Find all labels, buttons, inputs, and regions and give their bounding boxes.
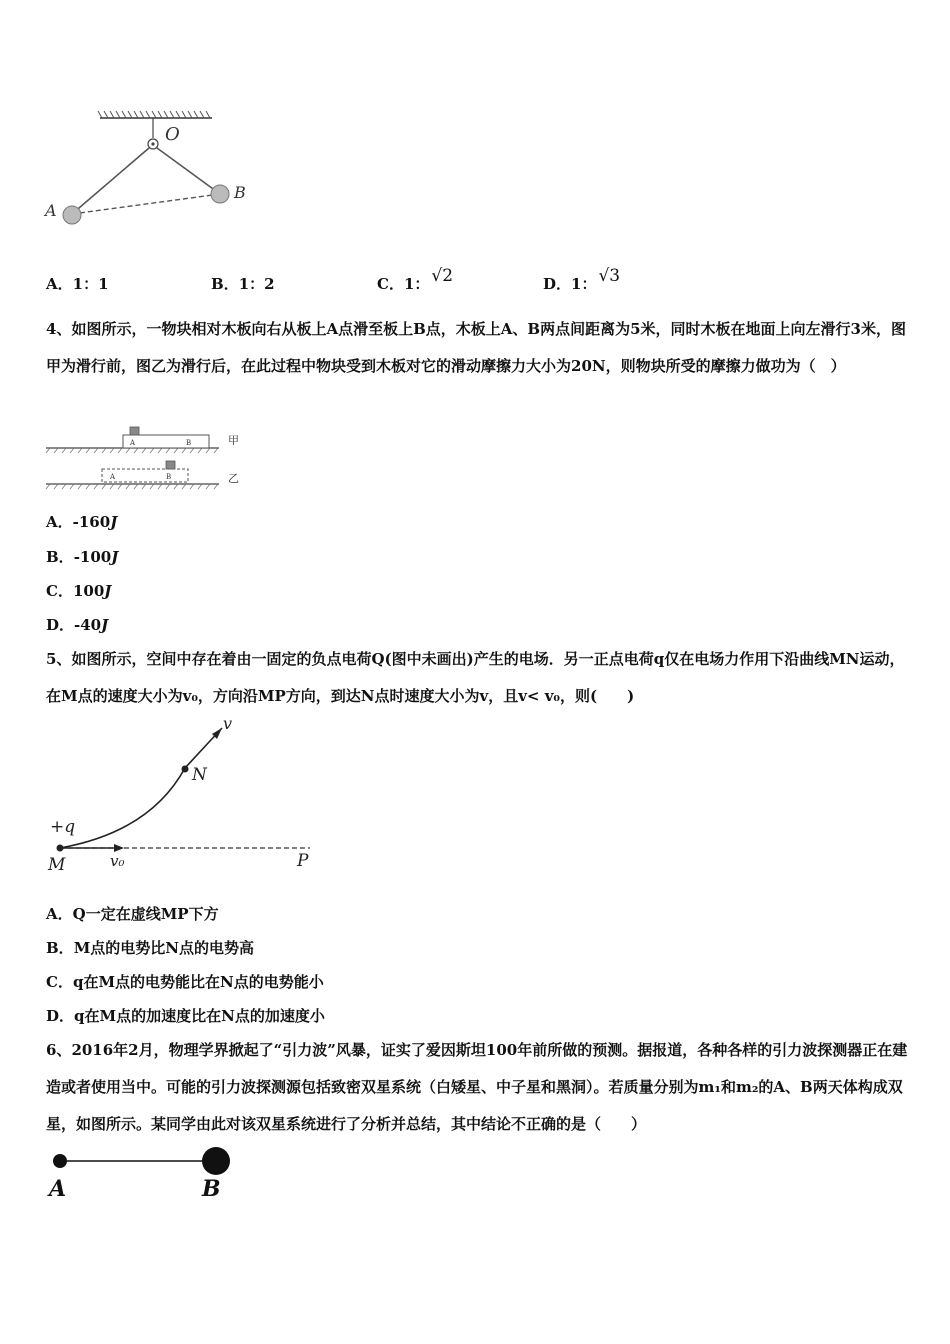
q3-option-a: A．1：1 bbox=[46, 275, 109, 293]
star-a-label: A bbox=[49, 1176, 67, 1202]
q5-option-d: D．q在M点的加速度比在N点的加速度小 bbox=[46, 1007, 325, 1025]
label-plus-q: +q bbox=[50, 817, 76, 837]
q3-option-b: B．1：2 bbox=[211, 275, 275, 293]
label-A: A bbox=[45, 201, 57, 220]
label-O: O bbox=[165, 124, 180, 145]
q5-option-c: C．q在M点的电势能比在N点的电势能小 bbox=[46, 973, 324, 991]
label-M: M bbox=[48, 855, 66, 875]
q4-option-c: C．100J bbox=[46, 582, 112, 600]
q5-stem: 5、如图所示，空间中存在着由一固定的负点电荷Q(图中未画出)产生的电场．另一正点电荷q仅在电场力作用下沿曲线MN运动，在M点的速度大小为v₀，方向沿MP方向，到达N点时速度大小为v，且v< v₀，则( ) bbox=[46, 650, 905, 705]
trajectory-figure bbox=[40, 712, 330, 877]
label-yi: 乙 bbox=[228, 472, 239, 485]
label-jia: 甲 bbox=[228, 434, 239, 447]
star-b-label: B bbox=[202, 1176, 221, 1202]
label-B: B bbox=[234, 183, 246, 202]
label-P: P bbox=[297, 851, 309, 871]
q4-option-d: D．-40J bbox=[46, 616, 109, 634]
q3-option-c: C．1： √2 bbox=[377, 266, 454, 293]
pendulum-figure bbox=[40, 108, 270, 238]
binary-star-figure bbox=[40, 1140, 250, 1204]
label-v: v bbox=[223, 714, 233, 733]
q4-option-a: A．-160J bbox=[46, 513, 118, 531]
label-v0: v₀ bbox=[110, 852, 125, 870]
q5-option-a: A．Q一定在虚线MP下方 bbox=[46, 905, 219, 923]
board-figure bbox=[44, 424, 254, 492]
q4-option-b: B．-100J bbox=[46, 548, 119, 566]
q6-stem: 6、2016年2月，物理学界掀起了“引力波”风暴，证实了爱因斯坦100年前所做的预测。据报道，各种各样的引力波探测器正在建造或者使用当中。可能的引力波探测源包括致密双星系统（白矮星、中子星和黑洞）。若质量分别为m₁和m₂的A、B两天体构成双星，如图所示。某同学由此对该双星系统进行了分析并总结，其中结论不正确的是（ ） bbox=[46, 1041, 908, 1133]
fig-b-label-bottom: B bbox=[166, 473, 172, 481]
q4-stem: 4、如图所示，一物块相对木板向右从板上A点滑至板上B点，木板上A、B两点间距离为5米，同时木板在地面上向左滑行3米，图甲为滑行前，图乙为滑行后，在此过程中物块受到木板对它的滑动摩擦力大小为20N，则物块所受的摩擦力做功为（ ） bbox=[46, 320, 906, 375]
q5-option-b: B．M点的电势比N点的电势高 bbox=[46, 939, 255, 957]
fig-a-label-bottom: A bbox=[110, 473, 116, 481]
fig-a-label-top: A bbox=[130, 439, 136, 447]
fig-b-label-top: B bbox=[186, 439, 192, 447]
label-N: N bbox=[192, 765, 207, 785]
q3-option-d: D．1： √3 bbox=[543, 266, 621, 293]
